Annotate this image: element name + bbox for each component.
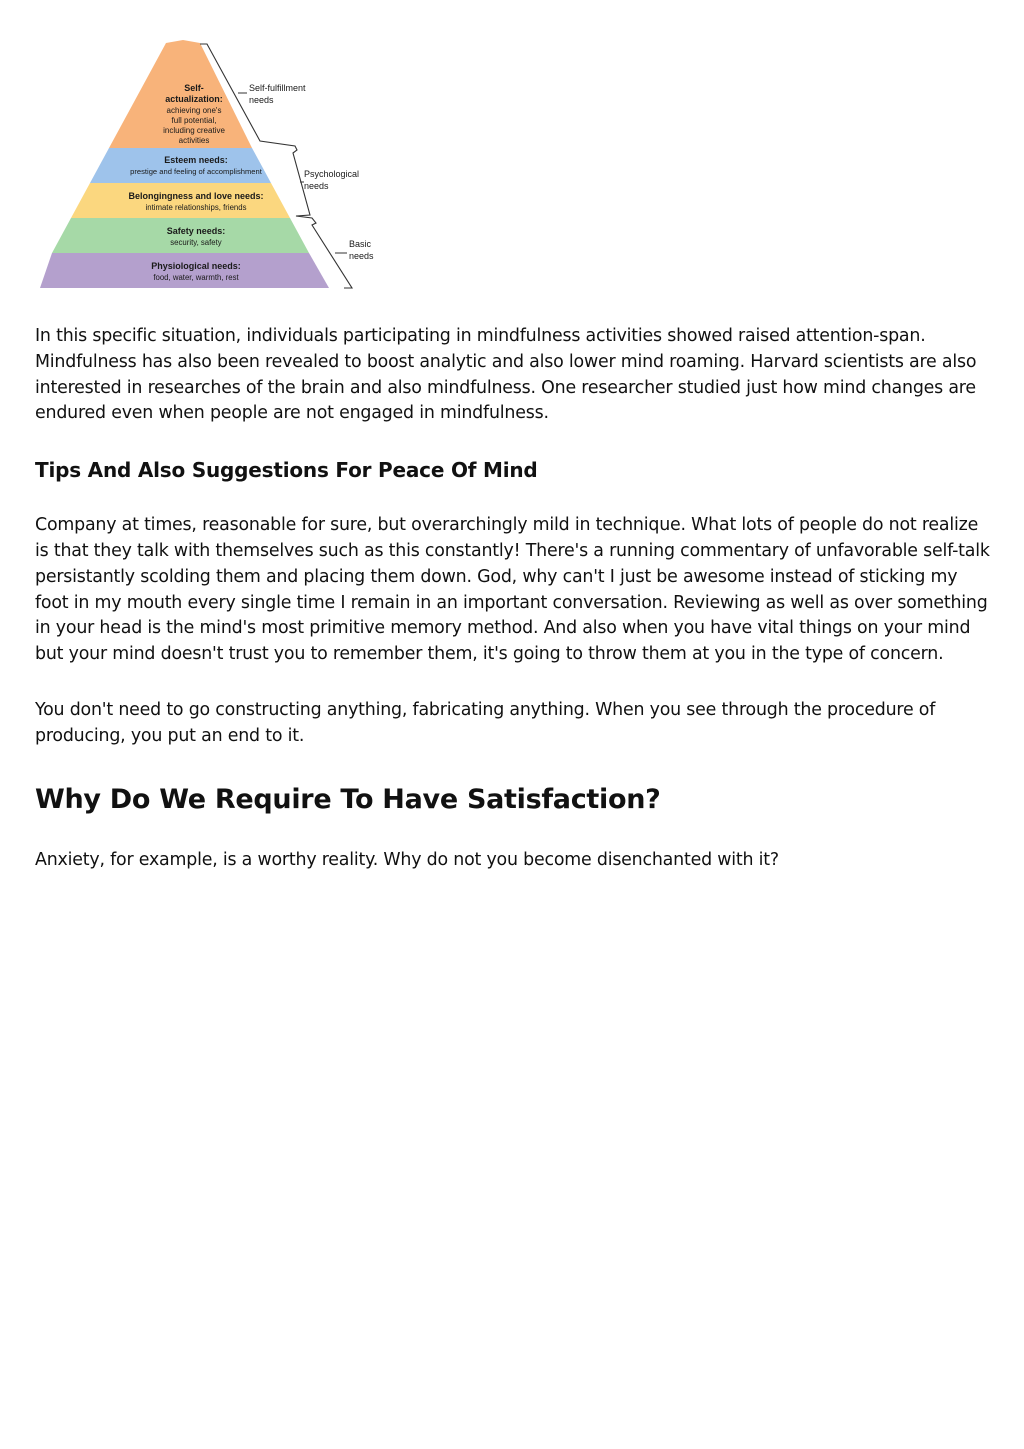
tier4-desc: food, water, warmth, rest	[153, 273, 239, 282]
hierarchy-of-needs-pyramid	[34, 40, 394, 295]
article-body	[35, 324, 990, 873]
group-label-self-fulfillment-2: needs	[249, 95, 274, 105]
tier0-title2: actualization:	[165, 94, 223, 104]
paragraph: You don't need to go constructing anything, fabricating anything. When you see through the procedure of producing, you put an end to it.	[35, 699, 936, 746]
tier3-title: Safety needs:	[166, 226, 226, 236]
tier4-title: Physiological needs:	[151, 261, 241, 271]
group-label-psychological: Psychological	[304, 169, 360, 179]
section-heading-satisfaction: Why Do We Require To Have Satisfaction?	[35, 783, 661, 815]
tier0-desc: achieving one's	[166, 106, 222, 115]
group-label-self-fulfillment: Self-fulfillment	[249, 83, 306, 93]
tier2-desc: intimate relationships, friends	[145, 203, 247, 212]
paragraph: Company at times, reasonable for sure, but overarchingly mild in technique. What lots of people do not realize is that they talk with themselves such as this constantly! There's a running commentary of unfavorable self-talk persistantly scolding them and placing them down. God, why can't I just be awesome instead of sticking my foot in my mouth every single time I remain in an important conversation. Reviewing as well as over something in your head is the mind's most primitive memory method. And also when you have vital things on your mind but your mind doesn't trust you to remember them, it's going to throw them at you in the type of concern.	[35, 515, 990, 665]
tier0-desc: including creative	[163, 126, 225, 135]
tier2-title: Belongingness and love needs:	[128, 191, 264, 201]
tier0-desc: activities	[178, 136, 210, 145]
paragraph: In this specific situation, individuals participating in mindfulness activities showed raised attention-span. Mindfulness has also been revealed to boost analytic and also lower mind roaming. Harvard scientists are also interested in researches of the brain and also mindfulness. One researcher studied just how mind changes are endured even when people are not engaged in mindfulness.	[35, 326, 977, 424]
tier-esteem	[90, 148, 271, 183]
group-label-psychological-2: needs	[304, 181, 329, 191]
group-label-basic-2: needs	[349, 251, 374, 261]
subheading-tips: Tips And Also Suggestions For Peace Of Mind	[35, 458, 538, 483]
tier1-desc: prestige and feeling of accomplishment	[130, 167, 262, 176]
paragraph: Anxiety, for example, is a worthy reality. Why do not you become disenchanted with it?	[35, 849, 779, 870]
group-label-basic: Basic	[349, 239, 372, 249]
tier0-desc: full potential,	[171, 116, 217, 125]
tier3-desc: security, safety	[170, 238, 222, 247]
pyramid-svg	[34, 40, 394, 295]
tier0-title: Self-	[184, 83, 204, 93]
tier1-title: Esteem needs:	[164, 155, 228, 165]
